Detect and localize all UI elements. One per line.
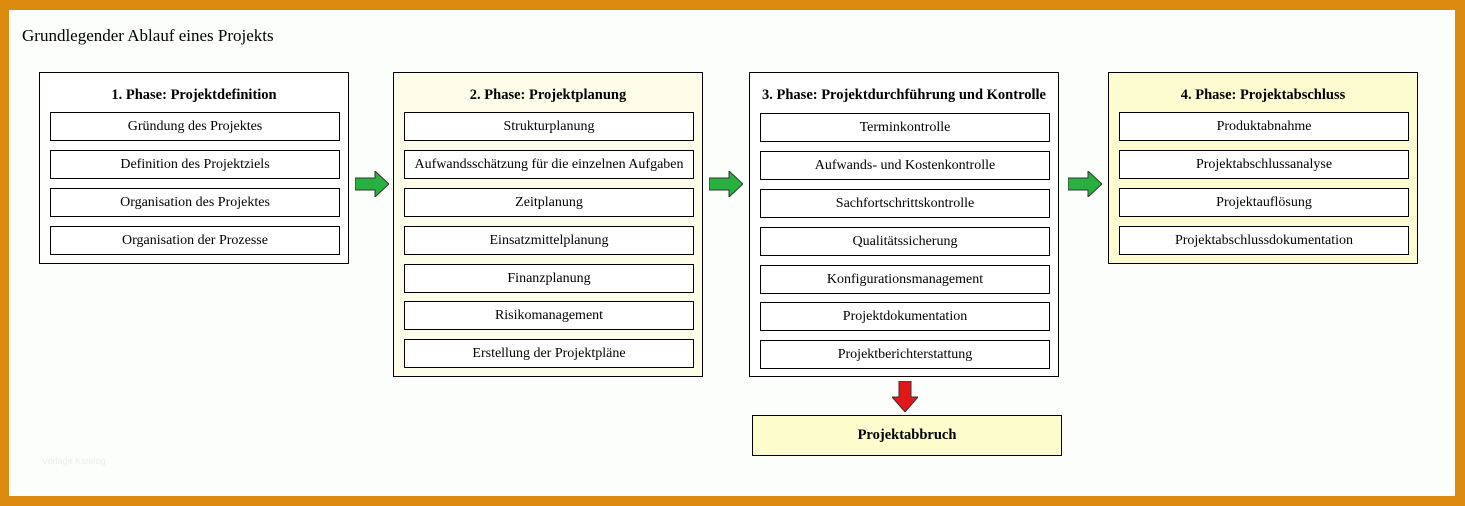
diagram-canvas: [9, 10, 1455, 496]
phase-4-step: Produktabnahme: [1119, 112, 1409, 141]
phase-3-title: 3. Phase: Projektdurchführung und Kontrolle: [762, 87, 1046, 103]
phase-4-box: [1108, 72, 1418, 264]
phase-3-step: Terminkontrolle: [760, 113, 1050, 142]
phase-2-step: Finanzplanung: [404, 264, 694, 293]
phase-3-step: Aufwands- und Kostenkontrolle: [760, 151, 1050, 180]
phase-3-step: Sachfortschrittskontrolle: [760, 189, 1050, 218]
phase-4-step: Projektauflösung: [1119, 188, 1409, 217]
phase-3-step: Qualitätssicherung: [760, 227, 1050, 256]
phase-1-box: [39, 72, 349, 264]
phase-2-step: Aufwandsschätzung für die einzelnen Aufgaben: [404, 150, 694, 179]
diagram-title: Grundlegender Ablauf eines Projekts: [22, 26, 274, 45]
arrow-phase-3-to-4-icon: [1068, 171, 1102, 197]
watermark: Vorlage Katalog: [42, 456, 106, 466]
phase-3-step: Konfigurationsmanagement: [760, 265, 1050, 294]
arrow-phase-2-to-3-icon: [709, 171, 743, 197]
phase-4-step: Projektabschlussanalyse: [1119, 150, 1409, 179]
phase-1-step: Definition des Projektziels: [50, 150, 340, 179]
phase-2-step: Zeitplanung: [404, 188, 694, 217]
phase-2-step: Strukturplanung: [404, 112, 694, 141]
phase-3-box: [749, 72, 1059, 377]
phase-2-step: Erstellung der Projektpläne: [404, 339, 694, 368]
arrow-abort-down-icon: [892, 381, 918, 412]
phase-1-step: Organisation der Prozesse: [50, 226, 340, 255]
phase-4-step: Projektabschlussdokumentation: [1119, 226, 1409, 255]
arrow-phase-1-to-2-icon: [355, 171, 389, 197]
phase-2-step: Risikomanagement: [404, 301, 694, 330]
phase-2-box: [393, 72, 703, 377]
phase-1-step: Gründung des Projektes: [50, 112, 340, 141]
phase-4-title: 4. Phase: Projektabschluss: [1180, 87, 1346, 103]
phase-1-step: Organisation des Projektes: [50, 188, 340, 217]
phase-1-title: 1. Phase: Projektdefinition: [111, 87, 277, 103]
phase-3-step: Projektdokumentation: [760, 302, 1050, 331]
projektabbruch-box: Projektabbruch: [752, 415, 1062, 456]
phase-2-step: Einsatzmittelplanung: [404, 226, 694, 255]
phase-3-step: Projektberichterstattung: [760, 340, 1050, 369]
phase-2-title: 2. Phase: Projektplanung: [469, 87, 627, 103]
